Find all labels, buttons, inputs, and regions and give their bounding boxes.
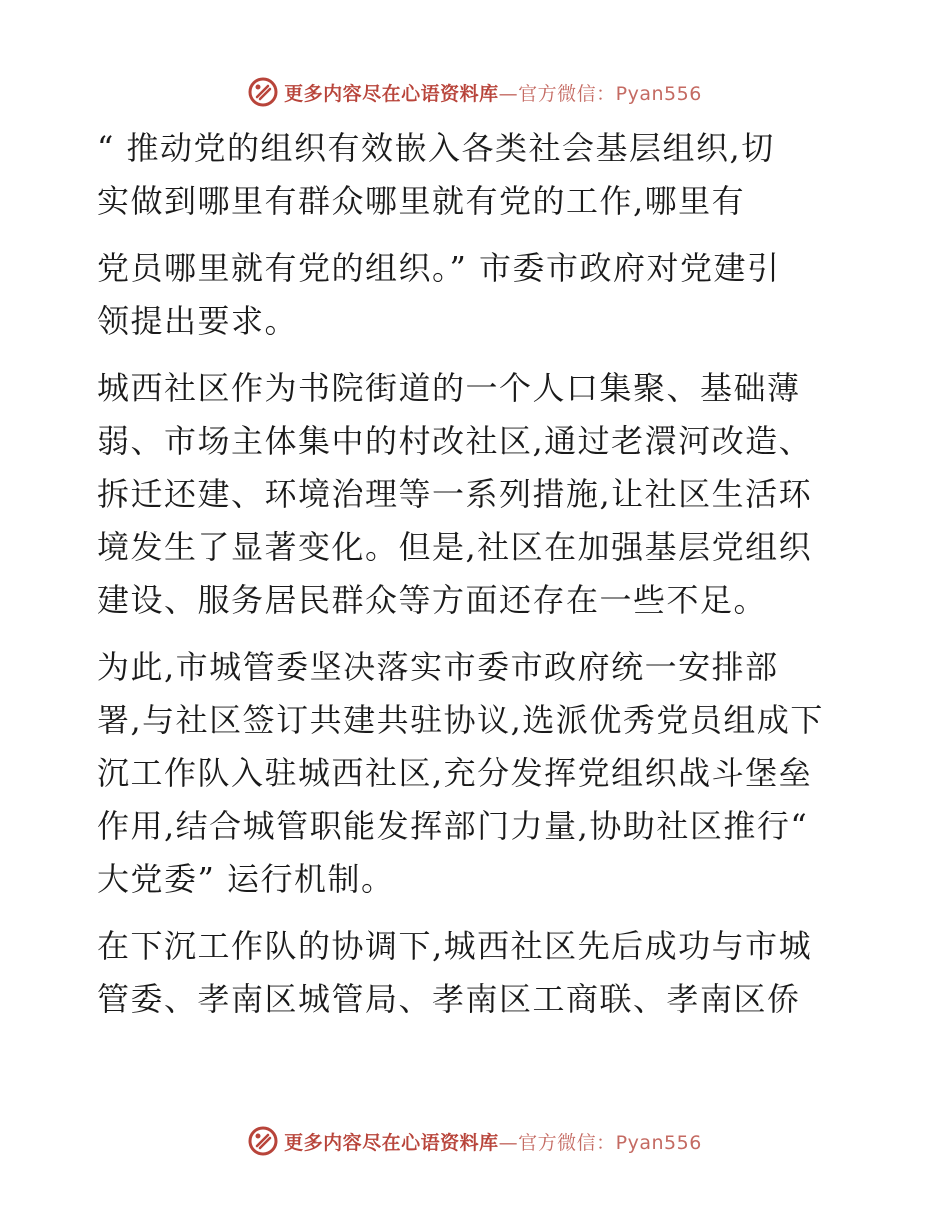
text-line: “ 推动党的组织有效嵌入各类社会基层组织,切 [97,129,775,167]
paragraph-1 [97,122,857,348]
document-body [97,122,857,1040]
footer-watermark [0,1121,950,1161]
text-line: 党员哪里就有党的组织。” 市委市政府对党建引 [97,249,781,287]
paragraph-3 [97,641,857,906]
seal-logo-icon [248,77,278,107]
text-line: 作用,结合城管职能发挥部门力量,协助社区推行“ [97,807,809,845]
header-watermark [0,72,950,112]
text-line: 城西社区作为书院街道的一个人口集聚、基础薄 [97,369,801,407]
text-line: 领提出要求。 [97,302,299,340]
watermark-brand: 更多内容尽在心语资料库 [284,1131,499,1154]
text-line: 为此,市城管委坚决落实市委市政府统一安排部 [97,648,779,686]
paragraph-2 [97,362,857,627]
watermark-contact: —官方微信：Pyan556 [498,1131,702,1154]
text-line: 沉工作队入驻城西社区,充分发挥党组织战斗堡垒 [97,754,813,792]
text-line: 拆迁还建、环境治理等一系列措施,让社区生活环 [97,475,813,513]
paragraph-4 [97,920,857,1026]
watermark-contact: —官方微信：Pyan556 [498,82,702,105]
text-line: 实做到哪里有群众哪里就有党的工作,哪里有 [97,182,746,220]
watermark-brand: 更多内容尽在心语资料库 [284,82,499,105]
text-line: 署,与社区签订共建共驻协议,选派优秀党员组成下 [97,701,824,739]
text-line: 境发生了显著变化。但是,社区在加强基层党组织 [97,528,813,566]
text-line: 在下沉工作队的协调下,城西社区先后成功与市城 [97,927,813,965]
text-line: 管委、孝南区城管局、孝南区工商联、孝南区侨 [97,980,801,1018]
text-line: 弱、市场主体集中的村改社区,通过老澴河改造、 [97,422,813,460]
text-line: 大党委” 运行机制。 [97,860,395,898]
text-line: 建设、服务居民群众等方面还存在一些不足。 [97,581,768,619]
seal-logo-icon [248,1126,278,1156]
